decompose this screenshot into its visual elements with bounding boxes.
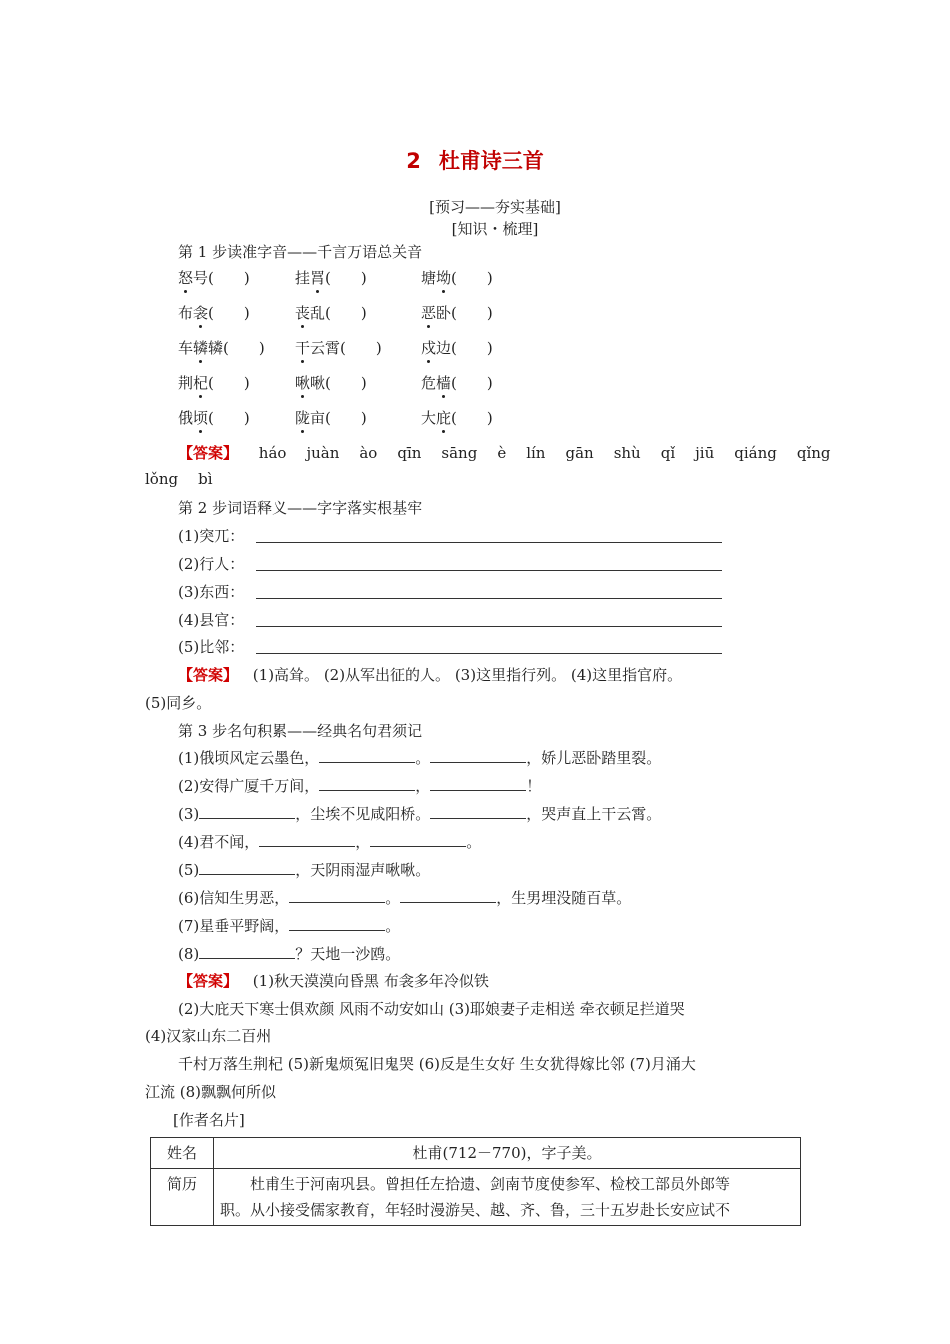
blank-parens: ( ) bbox=[340, 339, 382, 357]
pinyin-line-2: lǒng bì bbox=[145, 470, 213, 488]
pronunciation-item: 恶卧( ) bbox=[421, 304, 493, 322]
step2-heading: 第 2 步词语释义——字字落实根基牢 bbox=[178, 499, 423, 517]
answer-blank-line bbox=[256, 653, 722, 654]
quote-8: (8) ？天地一沙鸥。 bbox=[178, 945, 401, 963]
blank-parens: ( ) bbox=[451, 339, 493, 357]
pronunciation-item: 干云霄( ) bbox=[295, 339, 382, 357]
step2-answer bbox=[178, 664, 682, 685]
bio-value: 杜甫生于河南巩县。曾担任左拾遗、剑南节度使参军、检校工部员外郎等 职。从小接受儒家教育，年轻时漫游吴、越、齐、鲁，三十五岁赴长安应试不 bbox=[214, 1169, 801, 1226]
vocab-item: (5)比邻： bbox=[178, 638, 245, 656]
blank-parens: ( ) bbox=[325, 374, 367, 392]
pronunciation-item: 危樯( ) bbox=[421, 374, 493, 392]
pronunciation-item: 车辚辚( ) bbox=[178, 339, 265, 357]
author-card bbox=[150, 1137, 801, 1226]
quote-4: (4)君不闻， ， 。 bbox=[178, 833, 482, 851]
step3-heading: 第 3 步名句积累——经典名句君须记 bbox=[178, 722, 423, 740]
quote-5: (5) ，天阴雨湿声啾啾。 bbox=[178, 861, 431, 879]
pronunciation-item: 荆杞( ) bbox=[178, 374, 250, 392]
pronunciation-item: 啾啾( ) bbox=[295, 374, 367, 392]
author-heading: [作者名片] bbox=[173, 1111, 245, 1129]
answer-blank-line bbox=[256, 598, 722, 599]
blank-parens: ( ) bbox=[325, 409, 367, 427]
quote-7: (7)星垂平野阔， 。 bbox=[178, 917, 401, 935]
blank-parens: ( ) bbox=[451, 409, 493, 427]
quote-6: (6)信知生男恶， 。 ，生男埋没随百草。 bbox=[178, 889, 632, 907]
answer-text-2: (5)同乡。 bbox=[145, 694, 212, 712]
pronunciation-item: 戍边( ) bbox=[421, 339, 493, 357]
step1-heading: 第 1 步读准字音——千言万语总关音 bbox=[178, 243, 423, 261]
blank-parens: ( ) bbox=[208, 409, 250, 427]
answer-text-3: (4)汉家山东二百州 bbox=[145, 1027, 272, 1045]
answer-label: 【答案】 bbox=[178, 972, 239, 990]
pronunciation-item: 丧乱( ) bbox=[295, 304, 367, 322]
preview-heading: [预习——夯实基础] bbox=[429, 198, 561, 216]
table-row bbox=[151, 1169, 801, 1226]
pronunciation-item: 陇亩( ) bbox=[295, 409, 367, 427]
answer-label: 【答案】 bbox=[178, 444, 239, 462]
blank-parens: ( ) bbox=[451, 374, 493, 392]
quote-2: (2)安得广厦千万间， ， ！ bbox=[178, 777, 542, 795]
name-value: 杜甫(712－770)，字子美。 bbox=[214, 1138, 801, 1169]
lesson-number: 2 bbox=[406, 149, 421, 173]
vocab-item: (2)行人： bbox=[178, 555, 245, 573]
table-row bbox=[151, 1138, 801, 1169]
pronunciation-item: 布衾( ) bbox=[178, 304, 250, 322]
blank-parens: ( ) bbox=[223, 339, 265, 357]
pronunciation-item: 俄顷( ) bbox=[178, 409, 250, 427]
step3-answer bbox=[178, 970, 489, 991]
answer-text-2: (2)大庇天下寒士俱欢颜 风雨不动安如山 (3)耶娘妻子走相送 牵衣顿足拦道哭 bbox=[178, 1000, 685, 1018]
quote-3: (3) ，尘埃不见咸阳桥。 ，哭声直上干云霄。 bbox=[178, 805, 662, 823]
answer-text-5: 江流 (8)飘飘何所似 bbox=[145, 1083, 277, 1101]
answer-text: (1)秋天漠漠向昏黑 布衾多年冷似铁 bbox=[252, 972, 489, 990]
name-key: 姓名 bbox=[151, 1138, 214, 1169]
pronunciation-item: 大庇( ) bbox=[421, 409, 493, 427]
lesson-title: 杜甫诗三首 bbox=[438, 149, 544, 173]
answer-blank-line bbox=[256, 570, 722, 571]
step1-answer bbox=[178, 442, 851, 463]
vocab-item: (4)县官： bbox=[178, 611, 245, 629]
vocab-item: (1)突兀： bbox=[178, 527, 245, 545]
blank-parens: ( ) bbox=[451, 304, 493, 322]
quote-1: (1)俄顷风定云墨色， 。 ，娇儿恶卧踏里裂。 bbox=[178, 749, 662, 767]
bio-key: 简历 bbox=[151, 1169, 214, 1226]
pinyin-line-1: háo juàn ào qīn sāng è lín gān shù qǐ jiū qiáng qǐng bbox=[258, 444, 831, 462]
blank-parens: ( ) bbox=[451, 269, 493, 287]
blank-parens: ( ) bbox=[208, 269, 250, 287]
pronunciation-item: 怒号( ) bbox=[178, 269, 250, 287]
answer-blank-line bbox=[256, 626, 722, 627]
answer-text: (1)高耸。 (2)从军出征的人。 (3)这里指行列。 (4)这里指官府。 bbox=[252, 666, 683, 684]
pronunciation-item: 塘坳( ) bbox=[421, 269, 493, 287]
blank-parens: ( ) bbox=[325, 269, 367, 287]
answer-label: 【答案】 bbox=[178, 666, 239, 684]
page-title bbox=[0, 145, 950, 175]
vocab-item: (3)东西： bbox=[178, 583, 245, 601]
blank-parens: ( ) bbox=[208, 304, 250, 322]
answer-text-4: 千村万落生荆杞 (5)新鬼烦冤旧鬼哭 (6)反是生女好 生女犹得嫁比邻 (7)月涌大 bbox=[178, 1055, 696, 1073]
blank-parens: ( ) bbox=[325, 304, 367, 322]
blank-parens: ( ) bbox=[208, 374, 250, 392]
pronunciation-item: 挂罥( ) bbox=[295, 269, 367, 287]
answer-blank-line bbox=[256, 542, 722, 543]
knowledge-heading: [知识・梳理] bbox=[451, 220, 539, 238]
